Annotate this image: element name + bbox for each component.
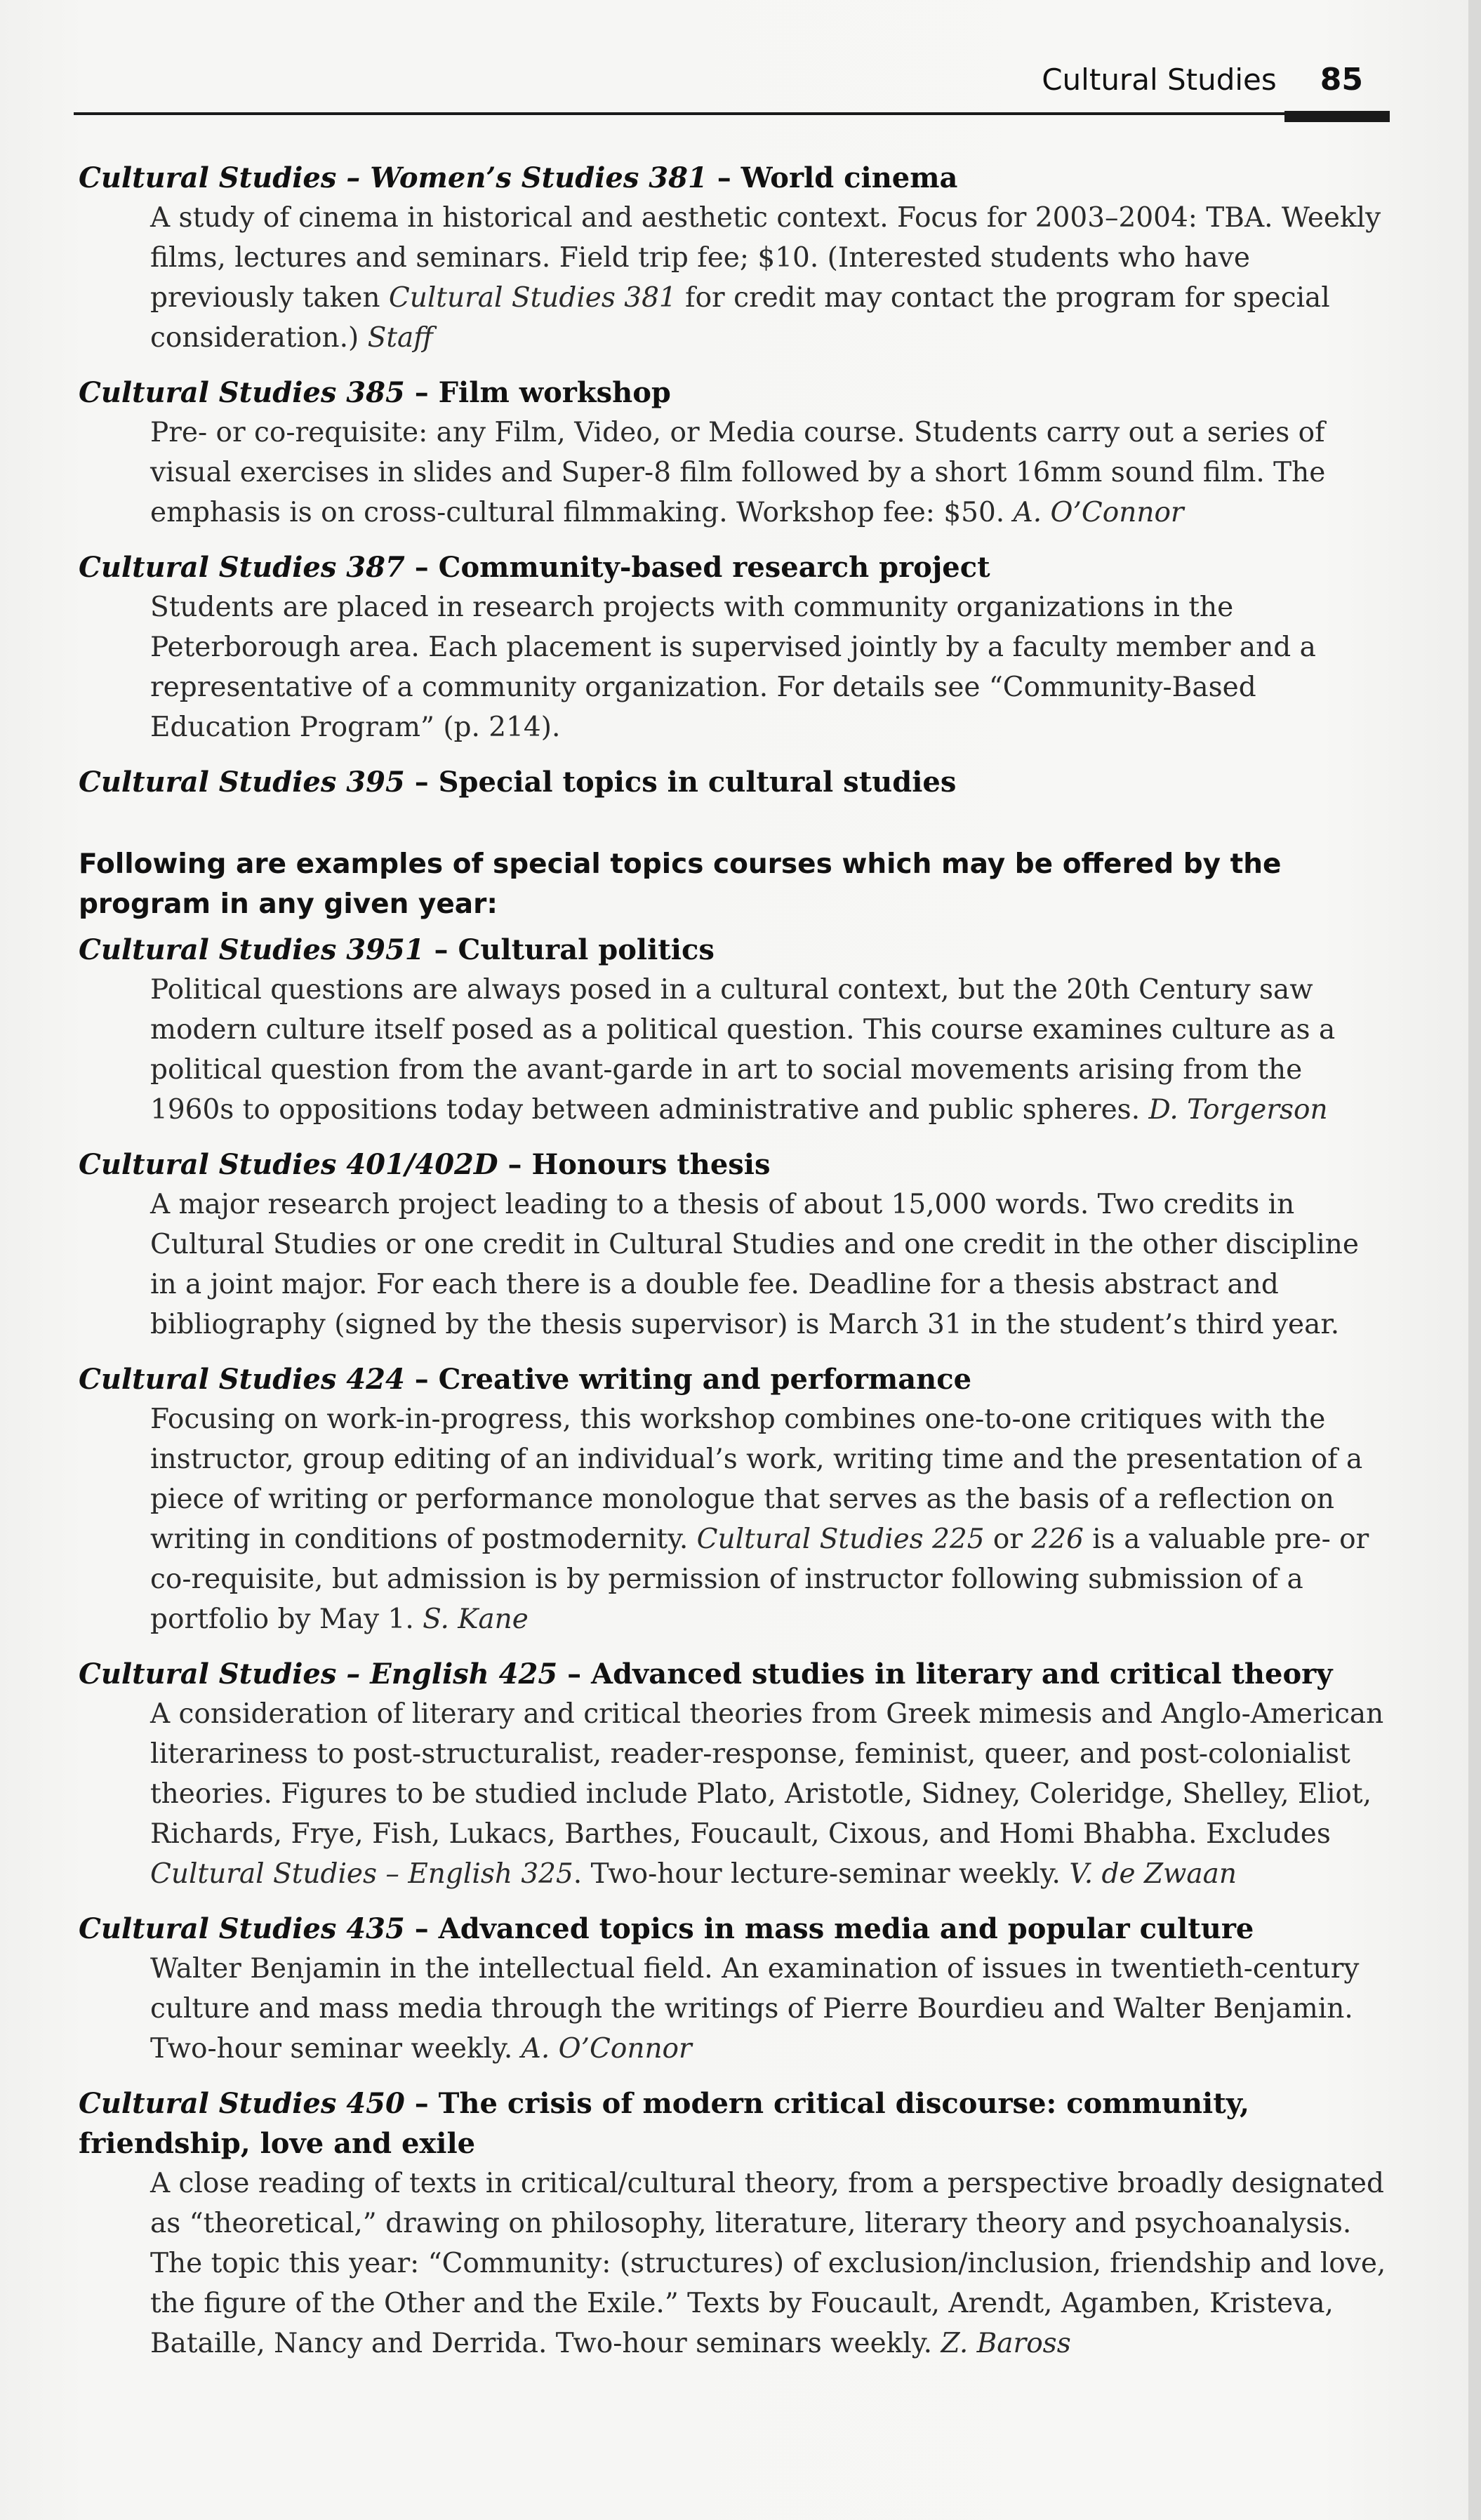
description-text: is a valuable pre- or co-requisite, but admission is by permission of instructor following submission of a portfolio by May 1. xyxy=(150,1524,1369,1635)
course-description xyxy=(150,1399,1388,1639)
course-group-core xyxy=(79,158,1388,819)
course-entry xyxy=(79,1145,1388,1345)
course-title: Film workshop xyxy=(438,376,671,409)
course-separator: – xyxy=(557,1658,592,1691)
course-title: World cinema xyxy=(740,161,958,194)
italic-reference: A. O’Connor xyxy=(521,2033,692,2065)
course-heading xyxy=(79,762,1388,802)
description-text: or xyxy=(984,1524,1032,1555)
course-heading xyxy=(79,1654,1388,1694)
course-heading xyxy=(79,1359,1388,1399)
course-title: Community-based research project xyxy=(438,551,990,584)
italic-reference: V. de Zwaan xyxy=(1069,1858,1237,1890)
italic-reference: Cultural Studies – English 325 xyxy=(150,1858,573,1890)
page-number: 85 xyxy=(1320,62,1363,98)
italic-reference: Cultural Studies 381 xyxy=(388,282,677,314)
course-code: Cultural Studies 424 xyxy=(79,1363,405,1396)
course-heading xyxy=(79,1909,1388,1949)
course-heading xyxy=(79,158,1388,198)
course-separator: – xyxy=(404,551,439,584)
course-description xyxy=(150,1185,1388,1345)
italic-reference: D. Torgerson xyxy=(1148,1094,1328,1126)
italic-reference: S. Kane xyxy=(423,1604,529,1635)
course-list xyxy=(79,158,1388,2378)
course-entry xyxy=(79,1909,1388,2069)
course-separator: – xyxy=(424,933,458,966)
course-separator: – xyxy=(404,766,439,799)
course-entry xyxy=(79,762,1388,819)
course-heading xyxy=(79,373,1388,413)
course-description xyxy=(150,970,1388,1130)
course-title: Special topics in cultural studies xyxy=(438,766,957,799)
course-separator: – xyxy=(404,1912,439,1945)
course-description xyxy=(150,1694,1388,1894)
course-description xyxy=(150,1949,1388,2069)
course-title: Cultural politics xyxy=(458,933,715,966)
course-title: Advanced topics in mass media and popular culture xyxy=(438,1912,1254,1945)
description-text: A study of cinema in historical and aesthetic context. Focus for 2003–2004: TBA. Weekly films, lectures and seminars. Field trip fee; $10. (Interested students who have previously taken xyxy=(150,202,1381,314)
course-code: Cultural Studies 401/402D xyxy=(79,1148,498,1181)
course-title: The crisis of modern critical discourse: community, friendship, love and exile xyxy=(79,2087,1250,2160)
course-entry xyxy=(79,2084,1388,2364)
section-title: Cultural Studies xyxy=(1042,62,1277,97)
italic-reference: Cultural Studies 225 xyxy=(696,1524,985,1555)
special-topics-note: Following are examples of special topics courses which may be offered by the program in any given year: xyxy=(79,848,1282,920)
course-entry xyxy=(79,373,1388,533)
course-separator: – xyxy=(404,376,439,409)
course-separator: – xyxy=(498,1148,532,1181)
italic-reference: Z. Baross xyxy=(941,2328,1071,2359)
course-code: Cultural Studies – Women’s Studies 381 xyxy=(79,161,708,194)
course-heading xyxy=(79,547,1388,587)
description-text: A close reading of texts in critical/cultural theory, from a perspective broadly designated as “theoretical,” drawing on philosophy, literature, literary theory and psychoanalysis. The topic this year: “Community: (structures) of exclusion/inclusion, friendship and love, the figure of the Other and the Exile.” Texts by Foucault, Arendt, Agamben, Kristeva, Bataille, Nancy and Derrida. Two-hour seminars weekly. xyxy=(150,2168,1386,2359)
description-text: for credit may contact the program for special consideration.) xyxy=(150,282,1330,354)
description-text: Walter Benjamin in the intellectual field. An examination of issues in twentieth-century culture and mass media through the writings of Pierre Bourdieu and Walter Benjamin. Two-hour seminar weekly. xyxy=(150,1953,1360,2065)
description-text: . Two-hour lecture-seminar weekly. xyxy=(573,1858,1070,1890)
course-entry xyxy=(79,930,1388,1130)
header-rule-accent xyxy=(1284,111,1390,122)
course-code: Cultural Studies 435 xyxy=(79,1912,405,1945)
course-heading xyxy=(79,930,1388,970)
description-text: A major research project leading to a thesis of about 15,000 words. Two credits in Cultural Studies or one credit in Cultural Studies and one credit in the other discipline in a joint major. For each there is a double fee. Deadline for a thesis abstract and bibliography (signed by the thesis supervisor) is March 31 in the student’s third year. xyxy=(150,1189,1359,1340)
description-text: A consideration of literary and critical theories from Greek mimesis and Anglo-American literariness to post-structuralist, reader-response, feminist, queer, and post-colonialist theories. Figures to be studied include Plato, Aristotle, Sidney, Coleridge, Shelley, Eliot, Richards, Frye, Fish, Lukacs, Barthes, Foucault, Cixous, and Homi Bhabha. Excludes xyxy=(150,1698,1384,1850)
course-code: Cultural Studies 3951 xyxy=(79,933,425,966)
course-description xyxy=(150,413,1388,533)
course-entry xyxy=(79,158,1388,358)
description-text: Students are placed in research projects with community organizations in the Peterborough area. Each placement is supervised jointly by a faculty member and a representative of a community organization. For details see “Community-Based Education Program” (p. 214). xyxy=(150,592,1316,743)
course-description xyxy=(150,2164,1388,2364)
course-code: Cultural Studies 395 xyxy=(79,766,405,799)
course-group-special-topics xyxy=(79,930,1388,2364)
course-title: Honours thesis xyxy=(531,1148,771,1181)
course-code: Cultural Studies 450 xyxy=(79,2087,405,2120)
course-entry xyxy=(79,1359,1388,1639)
course-heading xyxy=(79,2084,1388,2164)
course-entry xyxy=(79,1654,1388,1894)
course-separator: – xyxy=(404,1363,439,1396)
course-code: Cultural Studies 387 xyxy=(79,551,405,584)
description-text: Pre- or co-requisite: any Film, Video, or Media course. Students carry out a series of visual exercises in slides and Super-8 film followed by a short 16mm sound film. The emphasis is on cross-cultural filmmaking. Workshop fee: $50. xyxy=(150,417,1326,528)
italic-reference: A. O’Connor xyxy=(1013,497,1184,528)
course-code: Cultural Studies 385 xyxy=(79,376,405,409)
description-text: Focusing on work-in-progress, this workshop combines one-to-one critiques with the instructor, group editing of an individual’s work, writing time and the presentation of a piece of writing or performance monologue that serves as the basis of a reflection on writing in conditions of postmodernity. xyxy=(150,1404,1363,1555)
italic-reference: Staff xyxy=(367,322,433,354)
italic-reference: 226 xyxy=(1031,1524,1084,1555)
course-separator: – xyxy=(707,161,741,194)
description-text: Political questions are always posed in a cultural context, but the 20th Century saw modern culture itself posed as a political question. This course examines culture as a political question from the avant-garde in art to social movements arising from the 1960s to oppositions today between administrative and public spheres. xyxy=(150,974,1336,1126)
running-head xyxy=(1042,62,1363,98)
header-rule xyxy=(74,112,1390,115)
course-entry xyxy=(79,547,1388,747)
course-description xyxy=(150,198,1388,358)
course-code: Cultural Studies – English 425 xyxy=(79,1658,558,1691)
course-title: Creative writing and performance xyxy=(438,1363,972,1396)
course-description xyxy=(150,587,1388,747)
course-separator: – xyxy=(404,2087,439,2120)
course-heading xyxy=(79,1145,1388,1185)
course-title: Advanced studies in literary and critical theory xyxy=(591,1658,1333,1691)
